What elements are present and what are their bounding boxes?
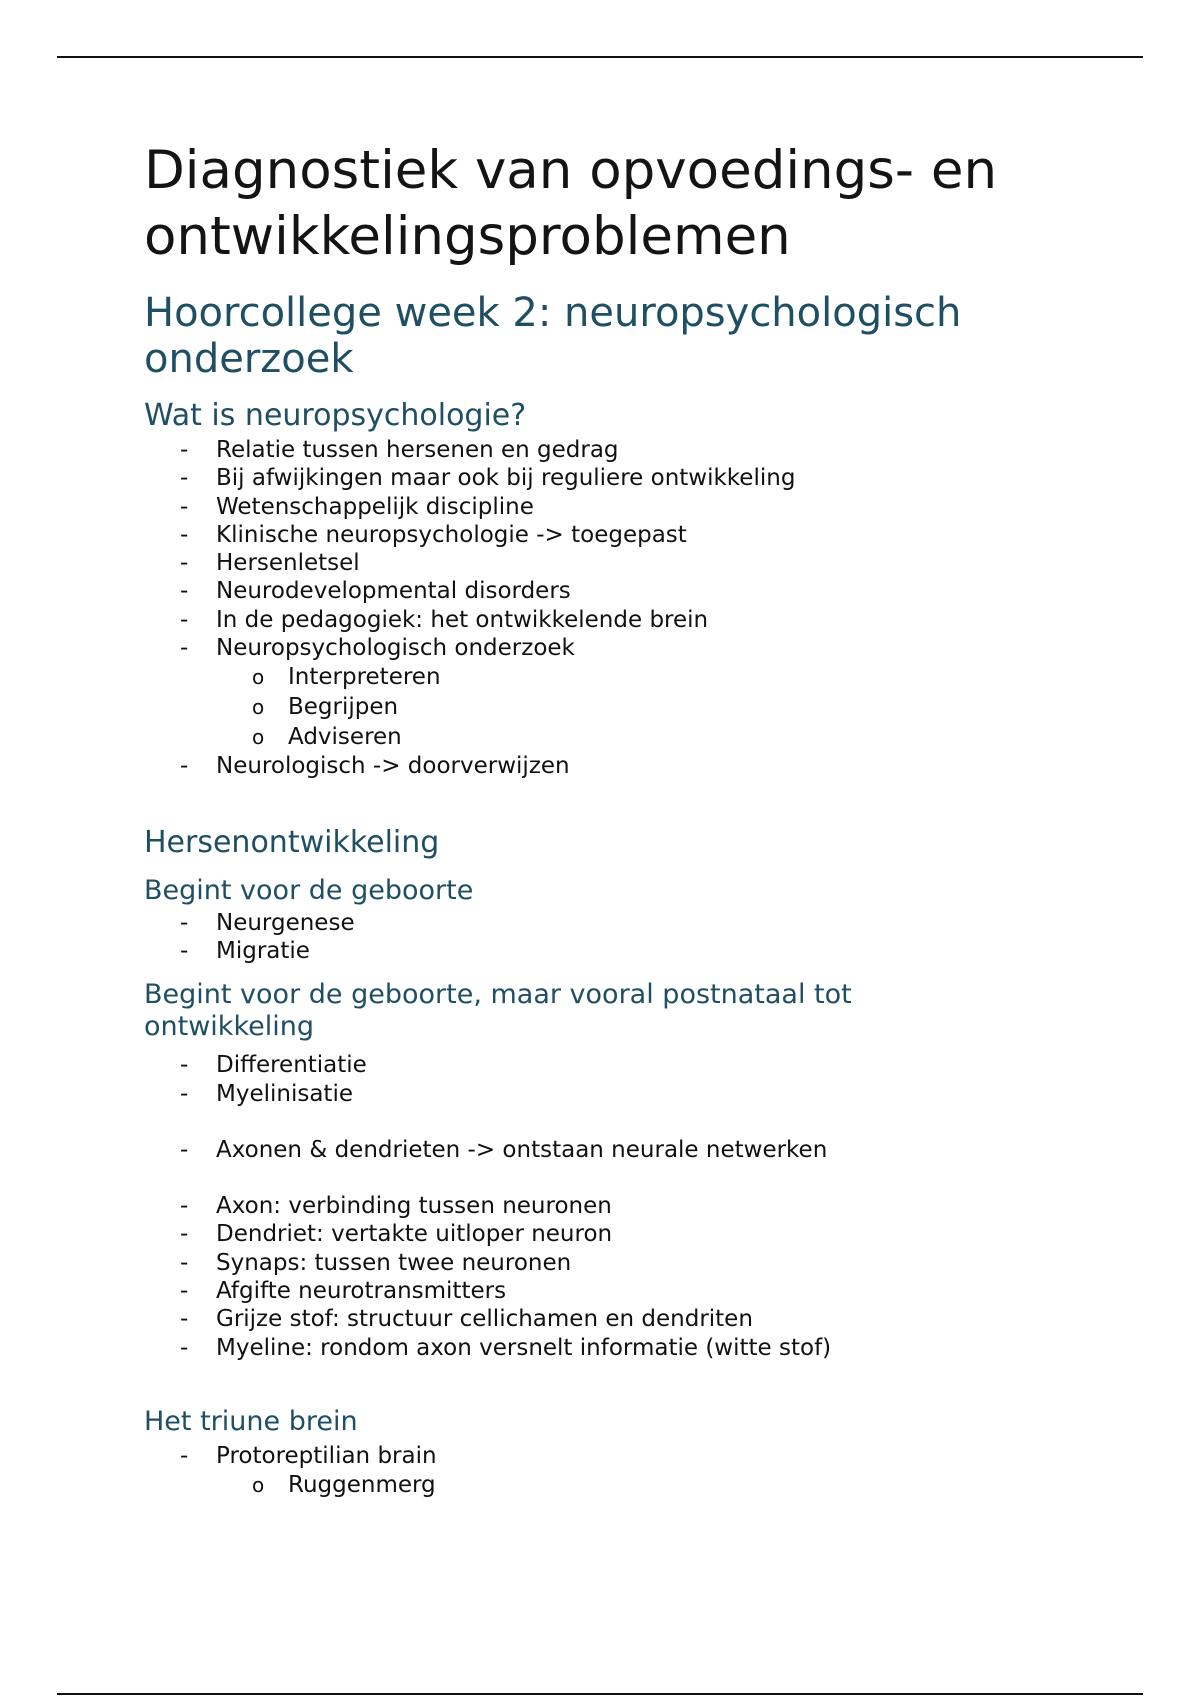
list-item: - Neurologisch -> doorverwijzen — [180, 753, 570, 780]
section-heading-neuropsychologie: Wat is neuropsychologie? — [144, 398, 527, 433]
top-rule — [57, 56, 1143, 58]
onderzoek-sublist — [144, 662, 1144, 752]
triune-brein-list — [144, 1442, 1144, 1470]
list-item: - Myelinisatie — [180, 1080, 353, 1107]
triune-brein-sublist — [144, 1470, 1144, 1500]
sub-list-item: o Ruggenmerg — [252, 1472, 436, 1499]
section-heading-hersenontwikkeling: Hersenontwikkeling — [144, 824, 440, 860]
list-item: - Synaps: tussen twee neuronen — [180, 1249, 572, 1276]
postnataal-list-3 — [144, 1192, 1144, 1362]
list-item: - In de pedagogiek: het ontwikkelende brein — [180, 606, 709, 633]
postnataal-list-2 — [144, 1136, 1144, 1164]
section-heading-triune-brein: Het triune brein — [144, 1405, 358, 1437]
document-body — [144, 138, 1144, 1500]
list-item: - Hersenletsel — [180, 550, 360, 577]
list-item: - Klinische neuropsychologie -> toegepast — [180, 521, 687, 548]
list-item: - Axon: verbinding tussen neuronen — [180, 1193, 612, 1220]
neuropsychologie-list — [144, 436, 1144, 662]
list-item: - Myeline: rondom axon versnelt informatie (witte stof) — [180, 1334, 832, 1361]
spacer — [144, 1108, 1144, 1136]
list-item: - Differentiatie — [180, 1052, 367, 1079]
sub-list-item: o Adviseren — [252, 724, 402, 751]
bottom-rule — [57, 1693, 1143, 1695]
subheading-postnataal: Begint voor de geboorte, maar vooral postnataal tot ontwikkeling — [144, 979, 852, 1043]
list-item: - Neuropsychologisch onderzoek — [180, 635, 575, 662]
list-item: - Neurodevelopmental disorders — [180, 578, 571, 605]
list-item: - Wetenschappelijk discipline — [180, 493, 534, 520]
lecture-heading: Hoorcollege week 2: neuropsychologisch onderzoek — [144, 290, 962, 382]
list-item: - Protoreptilian brain — [180, 1442, 437, 1469]
document-title: Diagnostiek van opvoedings- en ontwikkelingsproblemen — [144, 140, 998, 267]
list-item: - Dendriet: vertakte uitloper neuron — [180, 1221, 613, 1248]
list-item: - Grijze stof: structuur cellichamen en dendriten — [180, 1306, 753, 1333]
list-item: - Afgifte neurotransmitters — [180, 1278, 507, 1305]
list-item: - Migratie — [180, 937, 310, 964]
list-item: - Neurgenese — [180, 909, 355, 936]
sub-list-item: o Begrijpen — [252, 694, 399, 721]
subheading-voor-geboorte: Begint voor de geboorte — [144, 874, 474, 906]
voor-geboorte-list — [144, 909, 1144, 966]
list-item: - Relatie tussen hersenen en gedrag — [180, 437, 619, 463]
list-item: - Axonen & dendrieten -> ontstaan neurale netwerken — [180, 1136, 828, 1163]
spacer — [144, 1164, 1144, 1192]
sub-list-item: o Interpreteren — [252, 664, 441, 691]
postnataal-list-1 — [144, 1051, 1144, 1108]
neuropsychologie-list-end — [144, 752, 1144, 780]
list-item: - Bij afwijkingen maar ook bij reguliere ontwikkeling — [180, 465, 796, 492]
